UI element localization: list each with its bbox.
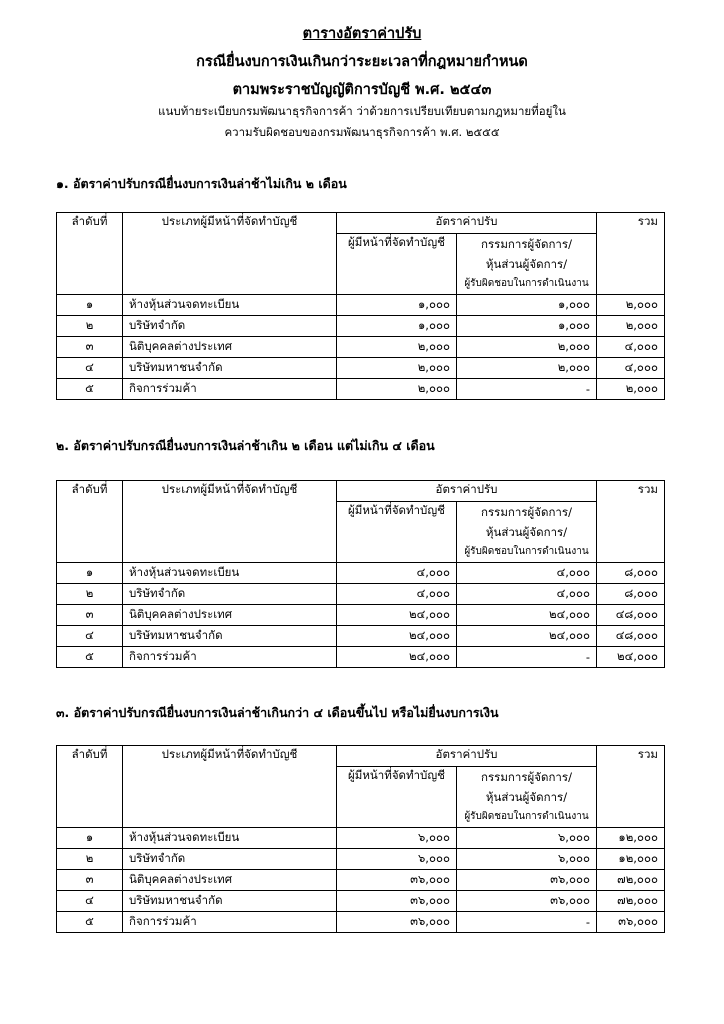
col-director-header <box>457 767 597 828</box>
director-header-line-3: ผู้รับผิดชอบในการดำเนินงาน <box>464 278 589 289</box>
cell-accountant: ๖,๐๐๐ <box>337 849 457 870</box>
col-accountant-header: ผู้มีหน้าที่จัดทำบัญชี <box>337 502 457 563</box>
cell-total: ๗๒,๐๐๐ <box>597 891 665 912</box>
cell-seq: ๓ <box>57 870 123 891</box>
col-total-header: รวม <box>597 213 665 295</box>
cell-director: ๒,๐๐๐ <box>457 337 597 358</box>
table-row <box>57 358 665 379</box>
table-row <box>57 912 665 933</box>
cell-total: ๑๒,๐๐๐ <box>597 828 665 849</box>
col-director-header <box>457 234 597 295</box>
doc-note-1: แนบท้ายระเบียบกรมพัฒนาธุรกิจการค้า ว่าด้วยการเปรียบเทียบตามกฎหมายที่อยู่ใน <box>158 104 566 118</box>
director-header-line-1: กรรมการผู้จัดการ/ <box>481 505 572 519</box>
cell-director: ๒,๐๐๐ <box>457 358 597 379</box>
cell-accountant: ๒๔,๐๐๐ <box>337 626 457 647</box>
doc-subtitle-1: กรณียื่นงบการเงินเกินกว่าระยะเวลาที่กฎหมายกำหนด <box>196 54 528 70</box>
col-rate-header: อัตราค่าปรับ <box>337 746 597 767</box>
cell-accountant: ๒,๐๐๐ <box>337 379 457 400</box>
col-type-header: ประเภทผู้มีหน้าที่จัดทำบัญชี <box>123 481 337 563</box>
cell-type: บริษัทมหาชนจำกัด <box>123 891 337 912</box>
doc-subtitle-2: ตามพระราชบัญญัติการบัญชี พ.ศ. ๒๕๔๓ <box>232 82 492 98</box>
table-row <box>57 891 665 912</box>
director-header-line-3: ผู้รับผิดชอบในการดำเนินงาน <box>464 811 589 822</box>
cell-type: กิจการร่วมค้า <box>123 912 337 933</box>
col-total-header: รวม <box>597 481 665 563</box>
cell-accountant: ๓๖,๐๐๐ <box>337 870 457 891</box>
director-header-line-3: ผู้รับผิดชอบในการดำเนินงาน <box>464 546 589 557</box>
cell-total: ๒,๐๐๐ <box>597 295 665 316</box>
table-row <box>57 828 665 849</box>
cell-type: บริษัทมหาชนจำกัด <box>123 626 337 647</box>
cell-type: กิจการร่วมค้า <box>123 379 337 400</box>
cell-accountant: ๓๖,๐๐๐ <box>337 912 457 933</box>
cell-seq: ๓ <box>57 605 123 626</box>
cell-seq: ๕ <box>57 379 123 400</box>
table-row <box>57 849 665 870</box>
table-row <box>57 870 665 891</box>
cell-director: ๒๔,๐๐๐ <box>457 605 597 626</box>
cell-total: ๒๔,๐๐๐ <box>597 647 665 668</box>
section-1-heading: ๑. อัตราค่าปรับกรณียื่นงบการเงินล่าช้าไม่เกิน ๒ เดือน <box>56 176 347 191</box>
cell-director: - <box>457 379 597 400</box>
doc-note-2: ความรับผิดชอบของกรมพัฒนาธุรกิจการค้า พ.ศ. ๒๕๕๕ <box>224 125 500 139</box>
director-header-line-2: หุ้นส่วนผู้จัดการ/ <box>485 525 568 539</box>
cell-director: ๔,๐๐๐ <box>457 563 597 584</box>
cell-seq: ๔ <box>57 358 123 379</box>
cell-accountant: ๒,๐๐๐ <box>337 337 457 358</box>
section-3-table <box>56 745 665 933</box>
cell-total: ๗๒,๐๐๐ <box>597 870 665 891</box>
cell-accountant: ๓๖,๐๐๐ <box>337 891 457 912</box>
col-seq-header: ลำดับที่ <box>57 746 123 828</box>
cell-seq: ๓ <box>57 337 123 358</box>
cell-accountant: ๒๔,๐๐๐ <box>337 605 457 626</box>
director-header-line-2: หุ้นส่วนผู้จัดการ/ <box>485 790 568 804</box>
cell-accountant: ๖,๐๐๐ <box>337 828 457 849</box>
cell-type: บริษัทจำกัด <box>123 316 337 337</box>
section-2-table <box>56 480 665 668</box>
cell-type: ห้างหุ้นส่วนจดทะเบียน <box>123 563 337 584</box>
table-row <box>57 605 665 626</box>
table-row <box>57 626 665 647</box>
col-rate-header: อัตราค่าปรับ <box>337 481 597 502</box>
cell-seq: ๔ <box>57 891 123 912</box>
cell-seq: ๑ <box>57 295 123 316</box>
cell-seq: ๕ <box>57 647 123 668</box>
cell-total: ๔,๐๐๐ <box>597 358 665 379</box>
cell-total: ๔,๐๐๐ <box>597 337 665 358</box>
cell-seq: ๔ <box>57 626 123 647</box>
col-type-header: ประเภทผู้มีหน้าที่จัดทำบัญชี <box>123 213 337 295</box>
col-type-header: ประเภทผู้มีหน้าที่จัดทำบัญชี <box>123 746 337 828</box>
col-accountant-header: ผู้มีหน้าที่จัดทำบัญชี <box>337 767 457 828</box>
cell-total: ๔๘,๐๐๐ <box>597 605 665 626</box>
cell-total: ๓๖,๐๐๐ <box>597 912 665 933</box>
table-row <box>57 647 665 668</box>
section-3-heading: ๓. อัตราค่าปรับกรณียื่นงบการเงินล่าช้าเกินกว่า ๔ เดือนขึ้นไป หรือไม่ยื่นงบการเงิน <box>56 705 499 720</box>
cell-seq: ๒ <box>57 316 123 337</box>
cell-director: ๑,๐๐๐ <box>457 295 597 316</box>
cell-type: นิติบุคคลต่างประเทศ <box>123 605 337 626</box>
cell-total: ๒,๐๐๐ <box>597 379 665 400</box>
cell-type: บริษัทมหาชนจำกัด <box>123 358 337 379</box>
cell-type: นิติบุคคลต่างประเทศ <box>123 870 337 891</box>
cell-type: บริษัทจำกัด <box>123 849 337 870</box>
cell-director: ๔,๐๐๐ <box>457 584 597 605</box>
director-header-line-2: หุ้นส่วนผู้จัดการ/ <box>485 257 568 271</box>
cell-director: - <box>457 647 597 668</box>
cell-seq: ๑ <box>57 828 123 849</box>
cell-total: ๔๘,๐๐๐ <box>597 626 665 647</box>
table-row <box>57 316 665 337</box>
cell-total: ๘,๐๐๐ <box>597 584 665 605</box>
cell-accountant: ๔,๐๐๐ <box>337 584 457 605</box>
director-header-line-1: กรรมการผู้จัดการ/ <box>481 237 572 251</box>
cell-director: - <box>457 912 597 933</box>
col-seq-header: ลำดับที่ <box>57 481 123 563</box>
table-row <box>57 337 665 358</box>
cell-seq: ๑ <box>57 563 123 584</box>
col-rate-header: อัตราค่าปรับ <box>337 213 597 234</box>
cell-type: ห้างหุ้นส่วนจดทะเบียน <box>123 295 337 316</box>
table-row <box>57 584 665 605</box>
col-total-header: รวม <box>597 746 665 828</box>
cell-seq: ๒ <box>57 849 123 870</box>
cell-seq: ๒ <box>57 584 123 605</box>
table-row <box>57 379 665 400</box>
cell-accountant: ๑,๐๐๐ <box>337 295 457 316</box>
cell-accountant: ๒,๐๐๐ <box>337 358 457 379</box>
col-director-header <box>457 502 597 563</box>
cell-director: ๓๖,๐๐๐ <box>457 891 597 912</box>
section-2-heading: ๒. อัตราค่าปรับกรณียื่นงบการเงินล่าช้าเกิน ๒ เดือน แต่ไม่เกิน ๔ เดือน <box>56 438 435 453</box>
cell-total: ๘,๐๐๐ <box>597 563 665 584</box>
table-row <box>57 563 665 584</box>
cell-director: ๖,๐๐๐ <box>457 849 597 870</box>
cell-director: ๓๖,๐๐๐ <box>457 870 597 891</box>
cell-seq: ๕ <box>57 912 123 933</box>
cell-accountant: ๒๔,๐๐๐ <box>337 647 457 668</box>
col-accountant-header: ผู้มีหน้าที่จัดทำบัญชี <box>337 234 457 295</box>
director-header-line-1: กรรมการผู้จัดการ/ <box>481 770 572 784</box>
cell-accountant: ๔,๐๐๐ <box>337 563 457 584</box>
table-row <box>57 295 665 316</box>
cell-director: ๖,๐๐๐ <box>457 828 597 849</box>
doc-title: ตารางอัตราค่าปรับ <box>302 26 422 42</box>
section-1-table <box>56 212 665 400</box>
cell-type: นิติบุคคลต่างประเทศ <box>123 337 337 358</box>
cell-total: ๒,๐๐๐ <box>597 316 665 337</box>
cell-director: ๒๔,๐๐๐ <box>457 626 597 647</box>
cell-type: กิจการร่วมค้า <box>123 647 337 668</box>
cell-accountant: ๑,๐๐๐ <box>337 316 457 337</box>
cell-director: ๑,๐๐๐ <box>457 316 597 337</box>
cell-type: ห้างหุ้นส่วนจดทะเบียน <box>123 828 337 849</box>
col-seq-header: ลำดับที่ <box>57 213 123 295</box>
cell-type: บริษัทจำกัด <box>123 584 337 605</box>
cell-total: ๑๒,๐๐๐ <box>597 849 665 870</box>
